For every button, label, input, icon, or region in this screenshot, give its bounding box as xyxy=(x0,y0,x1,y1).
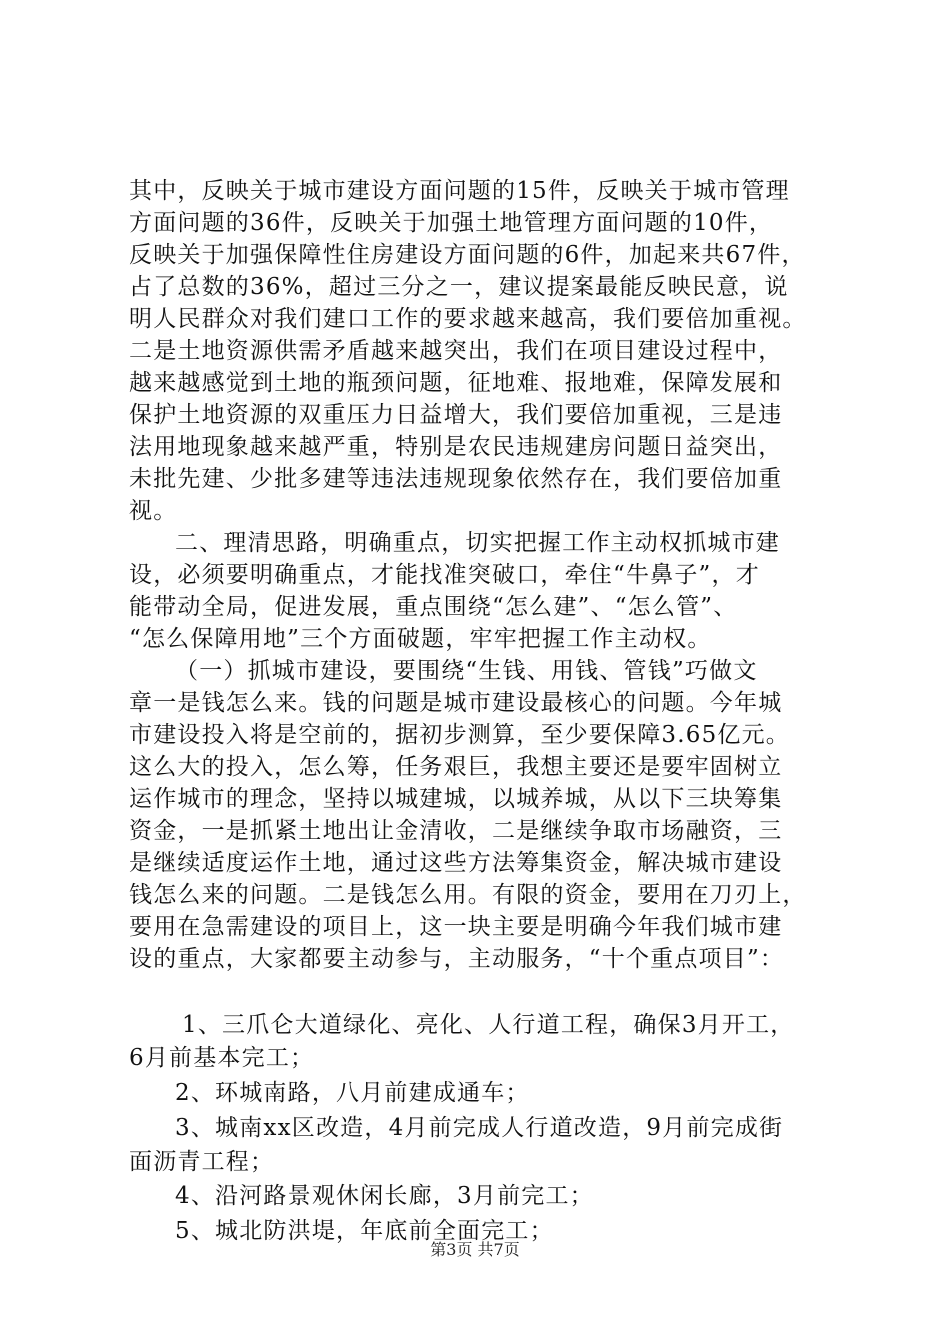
text-line: （一）抓城市建设，要围绕“生钱、用钱、管钱”巧做文 xyxy=(175,658,758,684)
list-item-line: 3、城南xx区改造，4月前完成人行道改造，9月前完成街 xyxy=(175,1115,784,1141)
list-item-line: 6月前基本完工； xyxy=(129,1045,315,1071)
list-item-line: 1、三爪仑大道绿化、亮化、人行道工程，确保3月开工， xyxy=(182,1012,795,1038)
text-line: 方面问题的36件，反映关于加强土地管理方面问题的10件， xyxy=(129,210,774,236)
text-line: 法用地现象越来越严重，特别是农民违规建房问题日益突出， xyxy=(129,434,783,460)
text-line: 设的重点，大家都要主动参与，主动服务，“十个重点项目”： xyxy=(129,946,785,972)
text-line: 钱怎么来的问题。二是钱怎么用。有限的资金，要用在刀刃上， xyxy=(129,882,807,908)
text-line: “怎么保障用地”三个方面破题，牢牢把握工作主动权。 xyxy=(129,626,712,652)
list-item-line: 面沥青工程； xyxy=(129,1149,275,1175)
text-line: 视。 xyxy=(129,498,178,524)
text-line: 越来越感觉到土地的瓶颈问题，征地难、报地难，保障发展和 xyxy=(129,370,783,396)
text-line: 设，必须要明确重点，才能找准突破口，牵住“牛鼻子”，才 xyxy=(129,562,760,588)
text-line: 这么大的投入，怎么筹，任务艰巨，我想主要还是要牢固树立 xyxy=(129,754,783,780)
text-line: 二是土地资源供需矛盾越来越突出，我们在项目建设过程中， xyxy=(129,338,783,364)
list-item-line: 2、环城南路，八月前建成通车； xyxy=(175,1080,530,1106)
text-line: 要用在急需建设的项目上，这一块主要是明确今年我们城市建 xyxy=(129,914,783,940)
text-line: 二、理清思路，明确重点，切实把握工作主动权抓城市建 xyxy=(175,530,780,556)
text-line: 能带动全局，促进发展，重点围绕“怎么建”、“怎么管”、 xyxy=(129,594,738,620)
text-line: 明人民群众对我们建口工作的要求越来越高，我们要倍加重视。 xyxy=(129,306,807,332)
text-line: 运作城市的理念，坚持以城建城，以城养城，从以下三块筹集 xyxy=(129,786,783,812)
list-item-line: 4、沿河路景观休闲长廊，3月前完工； xyxy=(175,1183,594,1209)
text-line: 章一是钱怎么来。钱的问题是城市建设最核心的问题。今年城 xyxy=(129,690,783,716)
text-line: 未批先建、少批多建等违法违规现象依然存在，我们要倍加重 xyxy=(129,466,783,492)
text-line: 保护土地资源的双重压力日益增大，我们要倍加重视，三是违 xyxy=(129,402,783,428)
text-line: 反映关于加强保障性住房建设方面问题的6件，加起来共67件， xyxy=(129,242,806,268)
text-line: 市建设投入将是空前的，据初步测算，至少要保障3.65亿元。 xyxy=(129,722,791,748)
text-line: 资金，一是抓紧土地出让金清收，二是继续争取市场融资，三 xyxy=(129,818,783,844)
text-line: 其中，反映关于城市建设方面问题的15件，反映关于城市管理 xyxy=(129,178,790,204)
text-line: 占了总数的36%，超过三分之一，建议提案最能反映民意，说 xyxy=(129,274,789,300)
page-number-footer: 第3页 共7页 xyxy=(430,1240,520,1259)
text-line: 是继续适度运作土地，通过这些方法筹集资金，解决城市建设 xyxy=(129,850,783,876)
list-item-line: 5、城北防洪堤，年底前全面完工； xyxy=(175,1218,554,1244)
